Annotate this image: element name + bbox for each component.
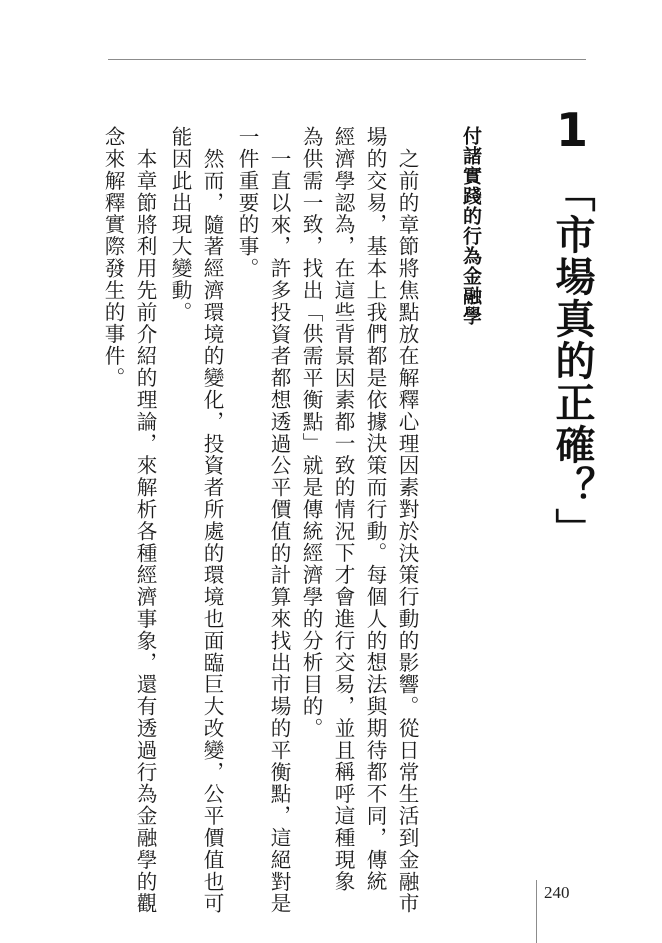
body-line: 能因此出現大變動。 (168, 126, 192, 324)
body-line: 經濟學認為，在這些背景因素都一致的情況下才會進行交易，並且稱呼這種現象 (331, 126, 355, 893)
chapter-number: 1 (545, 103, 599, 157)
header-rule (108, 59, 586, 60)
body-line: 一件重要的事。 (235, 126, 259, 280)
section-heading: 付諸實踐的行為金融學 (460, 126, 482, 326)
body-line: 之前的章節將焦點放在解釋心理因素對於決策行動的影響。從日常生活到金融市 (395, 148, 419, 915)
page-number: 240 (544, 883, 570, 902)
chapter-title: 「市場真的正確？」 (549, 172, 595, 550)
body-line: 本章節將利用先前介紹的理論，來解析各種經濟事象，還有透過行為金融學的觀 (133, 148, 157, 915)
body-line: 然而，隨著經濟環境的變化，投資者所處的環境也面臨巨大改變，公平價值也可 (200, 148, 224, 915)
body-line: 念來解釋實際發生的事件。 (101, 126, 125, 389)
body-line: 為供需一致，找出「供需平衡點」就是傳統經濟學的分析目的。 (299, 126, 323, 740)
body-line: 一直以來，許多投資者都想透過公平價值的計算來找出市場的平衡點，這絕對是 (267, 148, 291, 915)
body-line: 場的交易，基本上我們都是依據決策而行動。每個人的想法與期待都不同，傳統 (363, 126, 387, 893)
footer-rule (536, 880, 537, 943)
